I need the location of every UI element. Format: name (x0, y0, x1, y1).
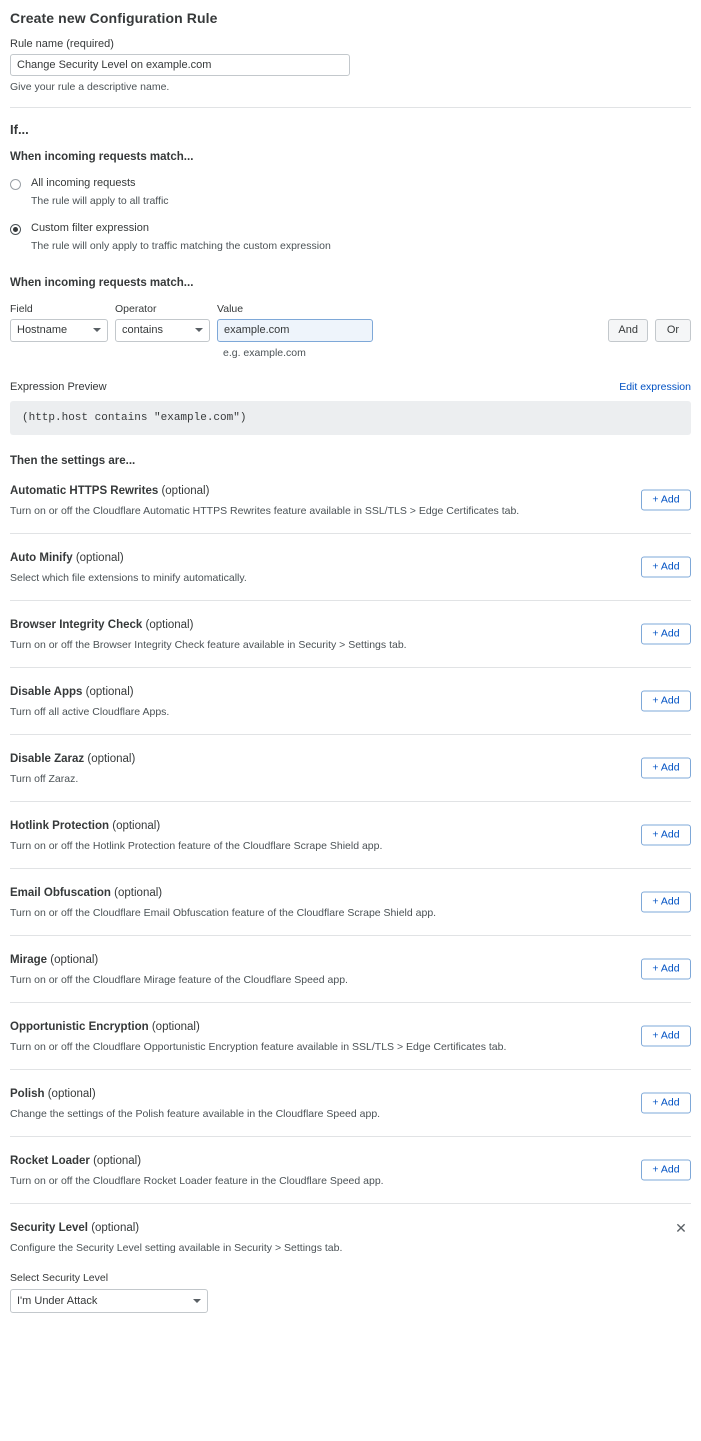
filter-heading: When incoming requests match... (10, 276, 194, 289)
expression-preview-box: (http.host contains "example.com") (10, 401, 691, 435)
setting-desc: Turn on or off the Cloudflare Automatic HTTPS Rewrites feature available in SSL/TLS > Edge Certificates tab. (10, 504, 520, 517)
field-column (10, 303, 108, 342)
operator-label: Operator (115, 302, 157, 315)
add-button[interactable]: + Add (641, 824, 691, 845)
setting-optional: (optional) (91, 1221, 140, 1234)
setting-name: Security Level (10, 1221, 88, 1234)
radio-label-all-requests: All incoming requests (31, 177, 136, 189)
setting-desc: Select which file extensions to minify automatically. (10, 571, 247, 584)
setting-desc: Turn on or off the Hotlink Protection feature of the Cloudflare Scrape Shield app. (10, 839, 383, 852)
setting-title (10, 485, 691, 497)
setting-title (10, 1155, 691, 1167)
setting-desc: Turn on or off the Cloudflare Email Obfuscation feature of the Cloudflare Scrape Shield app. (10, 906, 437, 919)
setting-name: Mirage (10, 953, 48, 966)
setting-desc: Turn on or off the Cloudflare Rocket Loader feature in the Cloudflare Speed app. (10, 1174, 384, 1187)
configuration-rule-form (0, 10, 701, 1329)
add-button[interactable]: + Add (641, 623, 691, 644)
setting-title (10, 820, 691, 832)
add-button[interactable]: + Add (641, 556, 691, 577)
rule-name-group (10, 38, 691, 93)
setting-title (10, 619, 691, 631)
radio-label-custom-filter: Custom filter expression (31, 221, 149, 234)
setting-disable-apps (10, 668, 691, 735)
setting-desc: Turn on or off the Cloudflare Opportunistic Encryption feature available in SSL/TLS > Edge Certificates tab. (10, 1040, 507, 1053)
operator-select-value: contains (122, 324, 163, 337)
setting-name: Polish (10, 1087, 45, 1100)
setting-title (10, 686, 691, 698)
expression-preview-label: Expression Preview (10, 380, 107, 393)
value-column (217, 303, 601, 342)
setting-desc: Turn on or off the Cloudflare Mirage feature of the Cloudflare Speed app. (10, 973, 348, 986)
and-button[interactable]: And (608, 319, 648, 342)
setting-browser-integrity-check (10, 601, 691, 668)
radio-icon-all-requests[interactable] (10, 179, 21, 190)
add-button[interactable]: + Add (641, 489, 691, 510)
setting-hotlink-protection (10, 802, 691, 869)
or-button[interactable]: Or (655, 319, 691, 342)
page-title: Create new Configuration Rule (10, 10, 218, 26)
setting-name: Browser Integrity Check (10, 618, 143, 631)
setting-security-level (10, 1204, 691, 1329)
setting-optional: (optional) (50, 953, 99, 966)
setting-name: Auto Minify (10, 551, 73, 564)
chevron-down-icon (93, 328, 101, 332)
setting-name: Disable Apps (10, 685, 83, 698)
divider-if (10, 107, 691, 108)
rule-name-input[interactable] (10, 54, 350, 76)
if-match-heading: When incoming requests match... (10, 151, 194, 163)
setting-title (10, 954, 691, 966)
add-button[interactable]: + Add (641, 1159, 691, 1180)
field-select[interactable] (10, 319, 108, 342)
radio-option-all-requests[interactable] (10, 177, 691, 208)
setting-optional: (optional) (87, 752, 136, 765)
setting-opportunistic-encryption (10, 1003, 691, 1070)
setting-desc: Turn on or off the Browser Integrity Check feature available in Security > Settings tab. (10, 638, 407, 651)
setting-optional: (optional) (151, 1020, 200, 1033)
radio-desc-all-requests: The rule will apply to all traffic (31, 194, 169, 207)
setting-rocket-loader (10, 1137, 691, 1204)
setting-optional: (optional) (112, 819, 161, 832)
add-button[interactable]: + Add (641, 757, 691, 778)
security-level-select-value: I'm Under Attack (17, 1294, 98, 1307)
setting-title (10, 887, 691, 899)
setting-desc: Change the settings of the Polish feature available in the Cloudflare Speed app. (10, 1107, 381, 1120)
add-button[interactable]: + Add (641, 1025, 691, 1046)
value-label: Value (217, 302, 244, 315)
add-button[interactable]: + Add (641, 958, 691, 979)
setting-optional: (optional) (114, 886, 163, 899)
setting-title (10, 1021, 691, 1033)
setting-name: Hotlink Protection (10, 819, 110, 832)
field-label: Field (10, 302, 33, 315)
rule-name-help: Give your rule a descriptive name. (10, 81, 170, 93)
operator-column (115, 303, 210, 342)
setting-disable-zaraz (10, 735, 691, 802)
setting-auto-minify (10, 534, 691, 601)
setting-name: Rocket Loader (10, 1154, 90, 1167)
setting-optional: (optional) (47, 1087, 96, 1100)
security-level-select-label: Select Security Level (10, 1271, 109, 1284)
setting-optional: (optional) (85, 685, 134, 698)
radio-icon-custom-filter[interactable] (10, 224, 21, 235)
add-button[interactable]: + Add (641, 891, 691, 912)
setting-optional: (optional) (145, 618, 194, 631)
setting-desc: Configure the Security Level setting available in Security > Settings tab. (10, 1241, 343, 1254)
setting-desc: Turn off Zaraz. (10, 772, 79, 785)
setting-desc: Turn off all active Cloudflare Apps. (10, 705, 170, 718)
setting-optional: (optional) (93, 1154, 142, 1167)
setting-name: Automatic HTTPS Rewrites (10, 484, 159, 497)
filter-builder-row (10, 303, 691, 342)
expression-preview-header (10, 381, 691, 393)
radio-desc-custom-filter: The rule will only apply to traffic matching the custom expression (31, 239, 331, 252)
setting-automatic-https-rewrites (10, 467, 691, 534)
add-button[interactable]: + Add (641, 690, 691, 711)
rule-name-label: Rule name (required) (10, 38, 114, 50)
setting-title (10, 1088, 691, 1100)
then-section-title: Then the settings are... (10, 454, 136, 467)
close-icon[interactable]: ✕ (675, 1219, 687, 1236)
if-section-title: If... (10, 122, 29, 137)
setting-title (10, 552, 691, 564)
setting-title (10, 1219, 691, 1236)
setting-name: Disable Zaraz (10, 752, 85, 765)
edit-expression-link[interactable]: Edit expression (619, 380, 691, 393)
chevron-down-icon (195, 328, 203, 332)
security-level-select[interactable] (10, 1289, 208, 1313)
add-button[interactable]: + Add (641, 1092, 691, 1113)
setting-name: Opportunistic Encryption (10, 1020, 149, 1033)
setting-title (10, 753, 691, 765)
setting-optional: (optional) (75, 551, 124, 564)
radio-option-custom-filter[interactable] (10, 222, 691, 253)
setting-polish (10, 1070, 691, 1137)
setting-name: Email Obfuscation (10, 886, 111, 899)
operator-select[interactable] (115, 319, 210, 342)
setting-optional: (optional) (161, 484, 210, 497)
setting-mirage (10, 936, 691, 1003)
value-hint: e.g. example.com (223, 346, 306, 359)
field-select-value: Hostname (17, 324, 68, 337)
value-input[interactable] (217, 319, 373, 342)
chevron-down-icon (193, 1299, 201, 1303)
setting-email-obfuscation (10, 869, 691, 936)
